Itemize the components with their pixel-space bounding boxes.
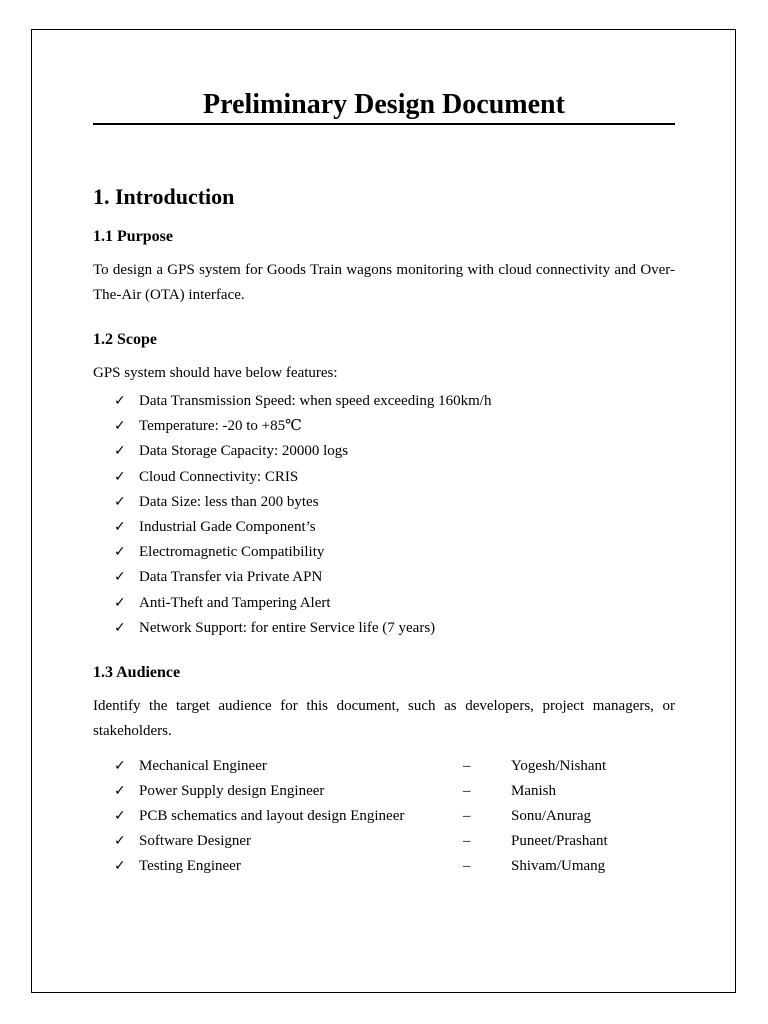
feature-list — [93, 389, 675, 641]
feature-item — [93, 465, 675, 490]
section-heading-introduction: 1. Introduction — [93, 184, 235, 209]
audience-list — [93, 754, 675, 879]
checkmark-icon: ✓ — [114, 594, 126, 611]
audience-row — [93, 854, 675, 879]
audience-dash: – — [463, 758, 471, 774]
audience-role: Testing Engineer — [139, 858, 241, 874]
checkmark-icon: ✓ — [114, 833, 126, 849]
checkmark-icon: ✓ — [114, 468, 126, 485]
feature-item — [93, 439, 675, 464]
checkmark-icon: ✓ — [114, 493, 126, 510]
document-title: Preliminary Design Document — [203, 89, 565, 120]
checkmark-icon: ✓ — [114, 443, 126, 460]
audience-row — [93, 779, 675, 804]
checkmark-icon: ✓ — [114, 544, 126, 561]
title-underline — [93, 123, 675, 125]
feature-text: Temperature: -20 to +85℃ — [139, 418, 302, 435]
feature-item — [93, 565, 675, 590]
feature-text: Data Transmission Speed: when speed exceeding 160km/h — [139, 393, 492, 409]
audience-names: Puneet/Prashant — [511, 833, 608, 849]
feature-text: Data Storage Capacity: 20000 logs — [139, 443, 349, 460]
feature-item — [93, 490, 675, 515]
feature-item — [93, 389, 675, 414]
feature-item — [93, 591, 675, 616]
audience-role: Software Designer — [139, 833, 252, 849]
checkmark-icon: ✓ — [114, 518, 126, 535]
checkmark-icon: ✓ — [114, 858, 126, 874]
feature-item — [93, 616, 675, 641]
subsection-heading-scope: 1.2 Scope — [93, 331, 157, 348]
audience-row — [93, 804, 675, 829]
feature-text: Cloud Connectivity: CRIS — [139, 468, 299, 485]
feature-text: Anti-Theft and Tampering Alert — [139, 594, 331, 611]
subsection-heading-audience: 1.3 Audience — [93, 664, 181, 681]
checkmark-icon: ✓ — [114, 758, 126, 774]
checkmark-icon: ✓ — [114, 783, 126, 799]
feature-item — [93, 540, 675, 565]
audience-names: Yogesh/Nishant — [511, 758, 607, 774]
feature-text: Network Support: for entire Service life (7 years) — [139, 619, 436, 636]
feature-text: Electromagnetic Compatibility — [139, 544, 325, 561]
feature-item — [93, 414, 675, 439]
checkmark-icon: ✓ — [114, 569, 126, 586]
audience-role: Mechanical Engineer — [139, 758, 267, 774]
audience-dash: – — [463, 783, 471, 799]
audience-names: Sonu/Anurag — [511, 808, 591, 824]
checkmark-icon: ✓ — [114, 808, 126, 824]
audience-role: PCB schematics and layout design Engineer — [139, 808, 405, 824]
scope-intro: GPS system should have below features: — [93, 365, 338, 381]
checkmark-icon: ✓ — [114, 393, 126, 409]
purpose-paragraph: To design a GPS system for Goods Train wagons monitoring with cloud connectivity and Over-The-Air (OTA) interface. — [93, 262, 675, 303]
audience-dash: – — [463, 833, 471, 849]
feature-text: Data Transfer via Private APN — [139, 569, 323, 586]
audience-names: Shivam/Umang — [511, 858, 606, 874]
audience-role: Power Supply design Engineer — [139, 783, 325, 799]
feature-text: Data Size: less than 200 bytes — [139, 493, 319, 510]
subsection-heading-purpose: 1.1 Purpose — [93, 228, 173, 245]
audience-dash: – — [463, 858, 471, 874]
audience-paragraph: Identify the target audience for this document, such as developers, project managers, or stakeholders. — [93, 698, 675, 739]
audience-row — [93, 829, 675, 854]
checkmark-icon: ✓ — [114, 619, 126, 636]
feature-item — [93, 515, 675, 540]
feature-text: Industrial Gade Component’s — [139, 518, 316, 535]
audience-dash: – — [463, 808, 471, 824]
checkmark-icon: ✓ — [114, 418, 126, 435]
audience-row — [93, 754, 675, 779]
audience-names: Manish — [511, 783, 556, 799]
